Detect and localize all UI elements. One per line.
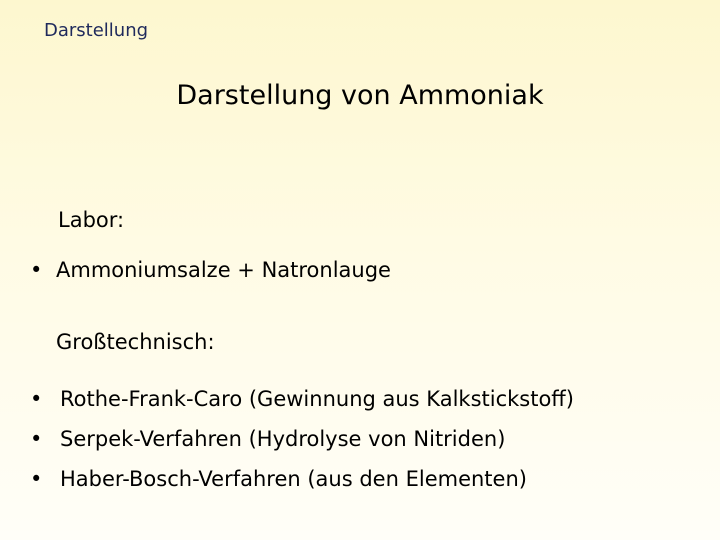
bullet-icon: • (30, 387, 43, 411)
bullet-icon: • (30, 467, 43, 491)
section-heading-labor: Labor: (58, 208, 125, 232)
list-item (30, 467, 527, 491)
list-item-text: Ammoniumsalze + Natronlauge (56, 258, 391, 282)
list-item (30, 258, 391, 282)
slide-title: Darstellung von Ammoniak (176, 80, 544, 111)
list-item-text: Haber-Bosch-Verfahren (aus den Elementen) (60, 467, 527, 491)
header-label: Darstellung (44, 20, 149, 41)
bullet-icon: • (30, 427, 43, 451)
list-item-text: Serpek-Verfahren (Hydrolyse von Nitriden) (60, 427, 506, 451)
section-heading-grosstechnisch: Großtechnisch: (56, 330, 215, 354)
list-item (30, 387, 574, 411)
list-item (30, 427, 505, 451)
bullet-icon: • (30, 258, 43, 282)
list-item-text: Rothe-Frank-Caro (Gewinnung aus Kalkstickstoff) (60, 387, 574, 411)
